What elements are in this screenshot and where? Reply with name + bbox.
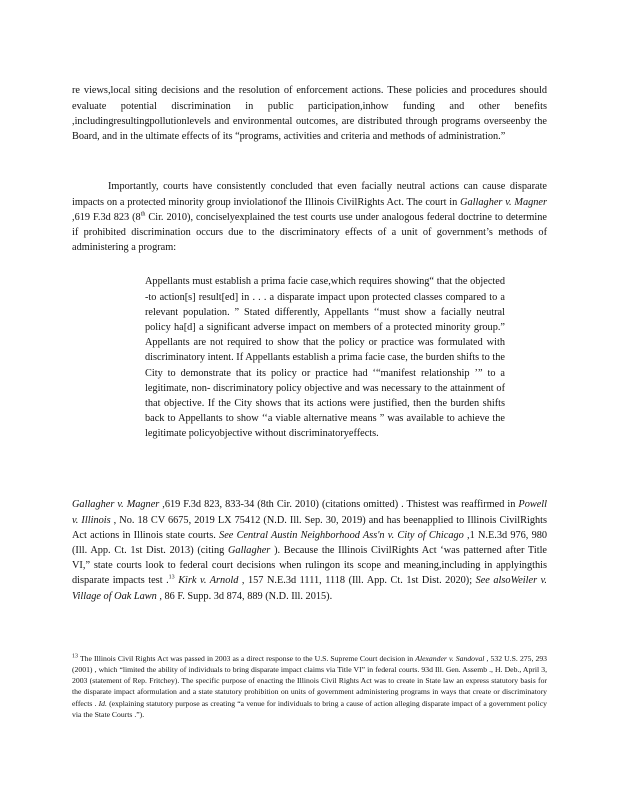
- paragraph-2: [72, 179, 547, 255]
- paragraph-3: [72, 497, 547, 603]
- paragraph-3-text-3: ,1 N.E.3d 976, 980 (Ill. App. Ct. 1st Dist. 2013) (citing: [72, 529, 548, 556]
- paragraph-3-text-1: ,619 F.3d 823, 833-34 (8th Cir. 2010) (citations omitted) . Thistest was reaffirmed in: [162, 499, 516, 511]
- ordinal-superscript: th: [140, 211, 146, 218]
- paragraph-3-text-5: , 157 N.E.3d 1111, 1118 (Ill. App. Ct. 1st Dist. 2020);: [241, 575, 473, 587]
- footnote-13: [72, 653, 547, 720]
- case-citation-central-austin: See Central Austin Neighborhood Ass'n v. City of Chicago: [219, 529, 464, 541]
- paragraph-2-text-a: Importantly, courts have consistently concluded that even facially neutral actions can cause disparate impacts on a protected minority group inviolationof the Illinois CivilRights Act. The court in: [72, 181, 547, 208]
- footnote-reference[interactable]: 13: [168, 574, 175, 581]
- case-citation-id: Id.: [98, 698, 107, 708]
- case-citation-gallagher-3: Gallagher: [227, 544, 271, 556]
- case-citation-alexander: Alexander v. Sandoval: [415, 653, 485, 663]
- footnote-text-2: , 532 U.S. 275, 293 (2001) , which “limited the ability of individuals to bring disparate impact claims via Title VI” in federal courts. 93d Ill. Gen. Assemb ., H. Deb., April 3, 2003 (statement of Rep. Fritchey). The specific purpose of enacting the Illinois Civil Rights Act was to create in State law an express statutory basis for the disparate impact aformulation and a state statutory prohibition on units of government administering programs in ways that create or discriminatory effects .: [72, 653, 548, 708]
- footnote-text-3: (explaining statutory purpose as creating “a venue for individuals to bring a cause of action alleging disparate impact of a government policy via the State Courts .”).: [72, 698, 547, 719]
- paragraph-3-text-2: , No. 18 CV 6675, 2019 LX 75412 (N.D. Ill. Sep. 30, 2019) and has beenapplied to Illinois CivilRights Act actions in Illinois state courts.: [72, 514, 547, 541]
- block-quote: Appellants must establish a prima facie case,which requires showing“ that the objected -to action[s] result[ed] in . . . a disparate impact upon protected classes compared to a relevant population. ” Stated differently, Appellants ‘‘must show a facially neutral policy ha[d] a significant adverse impact on members of a protected minority group.” Appellants are not required to show that the policy or practice was formulated with discriminatory intent. If Appellants establish a prima facie case, the burden shifts to the City to demonstrate that its policy or practice had ‘“manifest relationship ’” to a legitimate, non- discriminatory policy objective and was necessary to the attainment of that objective. If the City shows that its actions were justified, then the burden shifts back to Appellants to show ‘‘a viable alternative means ” was available to achieve the legitimate policyobjective without discriminatoryeffects.: [145, 276, 505, 440]
- case-citation-powell: Powell v. Illinois: [72, 499, 548, 526]
- footnote-text-1: The Illinois Civil Rights Act was passed in 2003 as a direct response to the U.S. Supreme Court decision in: [79, 653, 414, 663]
- paragraph-1: re views,local siting decisions and the resolution of enforcement actions. These policies and procedures should evaluate potential discrimination in public participation,inhow funding and other benefits ,includingresultingpollutionlevels and environmental outcomes, are distributed through programs overseenby the Board, and in the ultimate effects of its “programs, activities and criteria and methods of administration.”: [72, 85, 547, 142]
- case-citation-weiler: See alsoWeiler v. Village of Oak Lawn: [72, 575, 547, 602]
- case-citation-gallagher: Gallagher v. Magner: [460, 196, 547, 208]
- paragraph-3-text-4: ). Because the Illinois CivilRights Act ‘was patterned after Title VI,” state courts look to federal court decisions when rulingon its scope and meaning,including in applyingthis disparate impacts test .: [72, 544, 547, 587]
- footnote-number: 13: [72, 653, 78, 660]
- paragraph-3-text-6: , 86 F. Supp. 3d 874, 889 (N.D. Ill. 2015).: [159, 590, 333, 602]
- case-citation-kirk: Kirk v. Arnold: [178, 575, 239, 587]
- paragraph-2-text-b: ,619 F.3d 823 (8: [72, 211, 141, 223]
- paragraph-2-text-c: Cir. 2010), conciselyexplained the test courts use under analogous federal doctrine to determine if prohibited discrimination occurs due to the discriminatory effects of a unit of government’s methods of administering a program:: [72, 211, 547, 254]
- case-citation-gallagher-2: Gallagher v. Magner: [72, 499, 160, 511]
